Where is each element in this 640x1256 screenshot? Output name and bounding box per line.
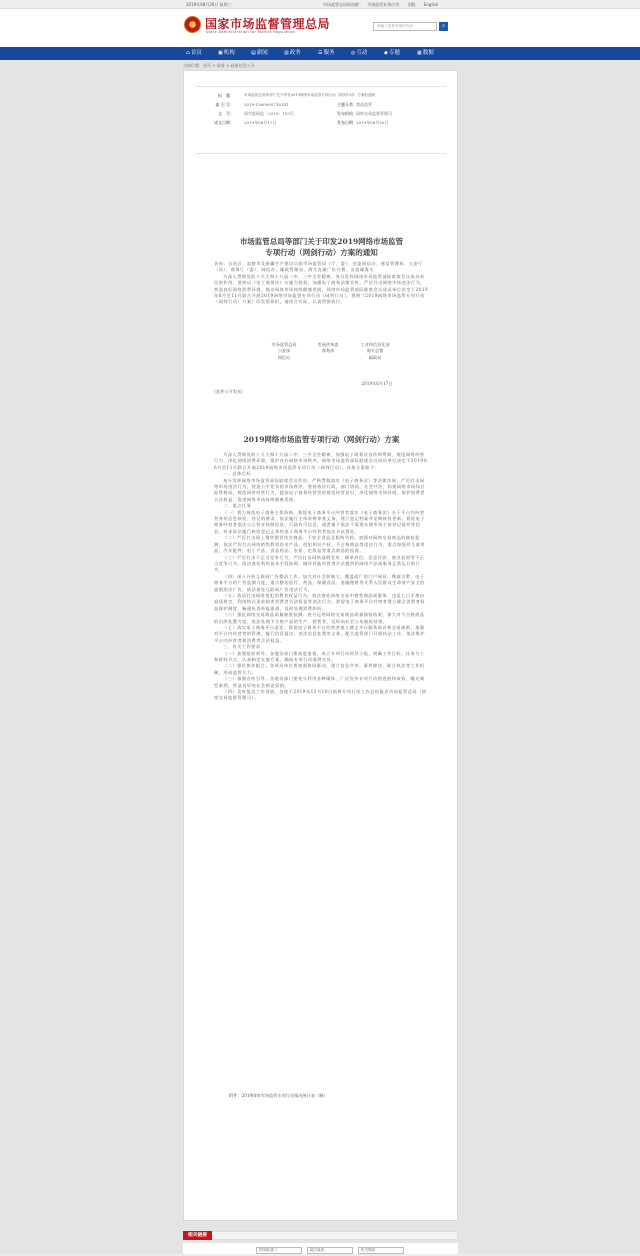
nav-data[interactable]: ▦数据: [417, 50, 434, 56]
gov-icon: ▥: [284, 50, 289, 56]
top-link-apps[interactable]: 市场监管业务应用: [367, 2, 400, 7]
topic-icon: ◆: [384, 50, 388, 56]
notice-body: [214, 261, 429, 306]
signer-col-1: 市场监管总局 公安部 网信办: [271, 342, 297, 360]
section-heading: 二、重点任务: [223, 503, 252, 509]
nav-gov[interactable]: ▥政务: [284, 50, 301, 56]
nav-service[interactable]: ☰服务: [318, 50, 335, 56]
nav-topic[interactable]: ◆专题: [384, 50, 400, 56]
doc-title: 市场监管总局等部门关于印发2019网络市场监管 专项行动（网剑行动）方案的通知: [239, 237, 404, 257]
select-agency-sites[interactable]: 机关网站: [358, 1247, 404, 1254]
plan-body: 为深入贯彻党的十九大和十九届二中、三中全会精神，加强电子商务法宣传和贯彻，规范网络经营行为，净化网络消费环境，维护良好网络市场秩序，网络市场监管部际联席会议成员单位决定于2019年6月至11月联合开展2019网络市场监管专项行动（网剑行动）。具体方案如下： 一、总体目标 充分发挥网络市场监管部际联席会议作用，严格贯彻落实《电子商务法》等法律法规，严厉打击网络市场违法行为，营造公平竞争的市场秩序，坚持依法行政，部门协同，社会共治，构建网络市场综合监管格局，规范网络经营行为，提高电子商务经营者的规范经营意识，净化网络市场环境，保护消费者合法权益，促进网络市场持续健康发展。 二、重点任务 （一）着力规范电子商务主体资格。督促电子商务平台经营者落实《电子商务法》关于平台内经营者身份信息核验、登记的要求，依法履行主体资格审查义务，建立登记档案并定期核验更新；督促电子商务经营者依法公示营业执照信息、行政许可信息，或者属于依法不需要办理市场主体登记情形等信息。对未依法履行核验登记义务的电子商务平台经营者依法予以查处。 （二）严厉打击网上销售假冒伪劣商品、不安全食品及假药劣药。加强对网络交易商品的抽检监测，依法严厉打击网络销售假冒伪劣产品、侵犯知识产权、不合格商品等违法行为，重点加强对儿童用品、汽车配件、电子产品、食品药品、农资、化妆品等重点商品的检查。 （三）严厉打击不正当竞争行为。严厉打击网络虚假宣传、刷单炒信、恶意评价、商业诋毁等不正当竞争行为，依法查处利用技术手段妨碍、破坏其他经营者合法提供的网络产品或服务正常运行的行为。 （四）深入开展互联网广告整治工作。加大对社会影响大、覆盖面广的门户网站、搜索引擎、电子商务平台的广告监测力度，重点整治医疗、药品、保健食品、金融理财等关系人民群众生命财产安全的虚假违法广告，依法查处互联网广告违法行为。 （五）依法打击网络侵犯消费者权益行为。依法查处网络交易中搭售商品或服务、违反七日无理由退货规定、利用格式条款损害消费者合法权益等违法行为，督促电子商务平台经营者建立健全消费者权益保护制度，畅通投诉举报渠道，及时处理消费纠纷。 （六）强化网络交易商品质量抽查检测。充分运用网络交易商品质量抽检结果，加大对不合格商品的后续处置力度，依法处理不合格产品的生产、销售者，及时向社会公布抽检结果。 （七）落实电子商务平台责任。督促电子商务平台经营者建立健全平台服务协议和交易规则，加强对平台内经营者的管理，履行信息报送、违法信息处置等义务，配合监管部门开展执法工作，依法维护平台内经营者和消费者合法权益。 三、有关工作要求 （一）加强组织领导。各地各部门要高度重视，成立专项行动领导小组，明确工作目标、任务分工和时间节点，认真制定实施方案，确保专项行动落到实处。 （二）强化协作配合。各成员单位要加强协同联动，建立信息共享、案件移送、联合执法等工作机制，形成监管合力。 （三）加强宣传引导。各地各部门要充分利用各种媒体，广泛宣传专项行动的进展和成效，曝光典型案例，营造良好的社会舆论氛围。 （四）及时报送工作进展。各地于2019年12月10日前将专项行动工作总结报送市场监管总局（网络交易监督管理司）。: [214, 452, 429, 701]
top-links: [323, 0, 445, 9]
section-heading: 一、总体目标: [223, 471, 252, 477]
signer-col-2: 发展改革委 商务部: [317, 342, 339, 354]
site-title-en: State Administration for Market Regulation: [206, 30, 296, 34]
search-input[interactable]: 请输入您要查询的内容: [373, 22, 437, 31]
meta-row-date: 成文日期： 2019年06月17日 发布日期： 2019年06月20日: [214, 120, 389, 125]
top-link-sites[interactable]: 市场监管总局网站群: [323, 2, 359, 7]
top-link-english[interactable]: English: [423, 2, 439, 7]
section-heading: 三、有关工作要求: [223, 644, 261, 650]
main-nav: [0, 47, 640, 60]
nav-interact[interactable]: ◎互动: [351, 50, 368, 56]
related-links-bar: [183, 1231, 458, 1240]
top-strip: [0, 0, 640, 9]
search-icon[interactable]: ⌕: [439, 22, 448, 31]
select-local-gov[interactable]: 地方政府: [307, 1247, 353, 1254]
sign-date: 2019年6月17日: [361, 381, 393, 386]
national-emblem-icon: [184, 16, 201, 33]
meta-row-index: 索 引 号： 2019-1560995716141 主题分类： 商品监管: [215, 102, 372, 107]
current-date: 2019年08月26日 星期三: [186, 2, 232, 7]
meta-row-title: 标 题： 市场监管总局等部门关于印发2019网络市场监管专项行动（网剑行动）方案的通知: [218, 93, 376, 98]
plan-title: 2019网络市场监管专项行动（网剑行动）方案: [243, 435, 400, 444]
article-panel: [183, 70, 458, 1221]
salutation: 各省、自治区、直辖市及新疆生产建设兵团市场监管局（厅、委）、党委网信办、通信管理局、公安厅（局）、商务厅（委）、网信办、邮政管理局、海关直属广东分署、各直属海关：: [214, 261, 423, 273]
site-title[interactable]: 国家市场监督管理总局: [205, 17, 331, 31]
news-icon: ▤: [251, 50, 256, 56]
nav-home[interactable]: ⌂首页: [186, 50, 202, 56]
notice-intro: 为深入贯彻党的十九大和十九届二中、三中全会精神，充分发挥网络市场监管部际联席会议成员单位的作用，坚持以《电子商务法》实施为契机，加强电子商务法律宣传，严厉打击网络市场违法行为，营造良好网络消费环境，推动网络市场持续健康发展，网络市场监管部际联席会议成员单位决定于2019年6月至11月联合开展2019网络市场监管专项行动（网剑行动）。现将《2019网络市场监管专项行动（网剑行动）方案》印发给你们，请结合实际，认真贯彻执行。: [214, 273, 429, 305]
interact-icon: ◎: [351, 50, 356, 56]
public-note: （此件公开发布）: [212, 389, 246, 394]
meta-row-docno: 文 号： 国市监网监〔2019〕119号 发布机构： 网络交易监督管理司: [218, 111, 392, 116]
breadcrumb: 当前位置：首页 > 政务 > 政府信息公开: [183, 63, 255, 68]
nav-news[interactable]: ▤新闻: [251, 50, 268, 56]
nav-org[interactable]: ▣机构: [218, 50, 235, 56]
attachment-link[interactable]: 附件：2019网络市场监管专项行动情况统计表（略）: [229, 1093, 328, 1098]
org-icon: ▣: [218, 50, 223, 56]
signer-col-3: 工业和信息化部 海关总署 邮政局: [360, 342, 390, 360]
related-links-label: 相关链接: [183, 1231, 212, 1240]
data-icon: ▦: [417, 50, 422, 56]
select-departments[interactable]: 国务院部门: [256, 1247, 302, 1254]
service-icon: ☰: [318, 50, 323, 56]
top-link-old[interactable]: 旧版: [407, 2, 416, 7]
home-icon: ⌂: [186, 50, 190, 56]
